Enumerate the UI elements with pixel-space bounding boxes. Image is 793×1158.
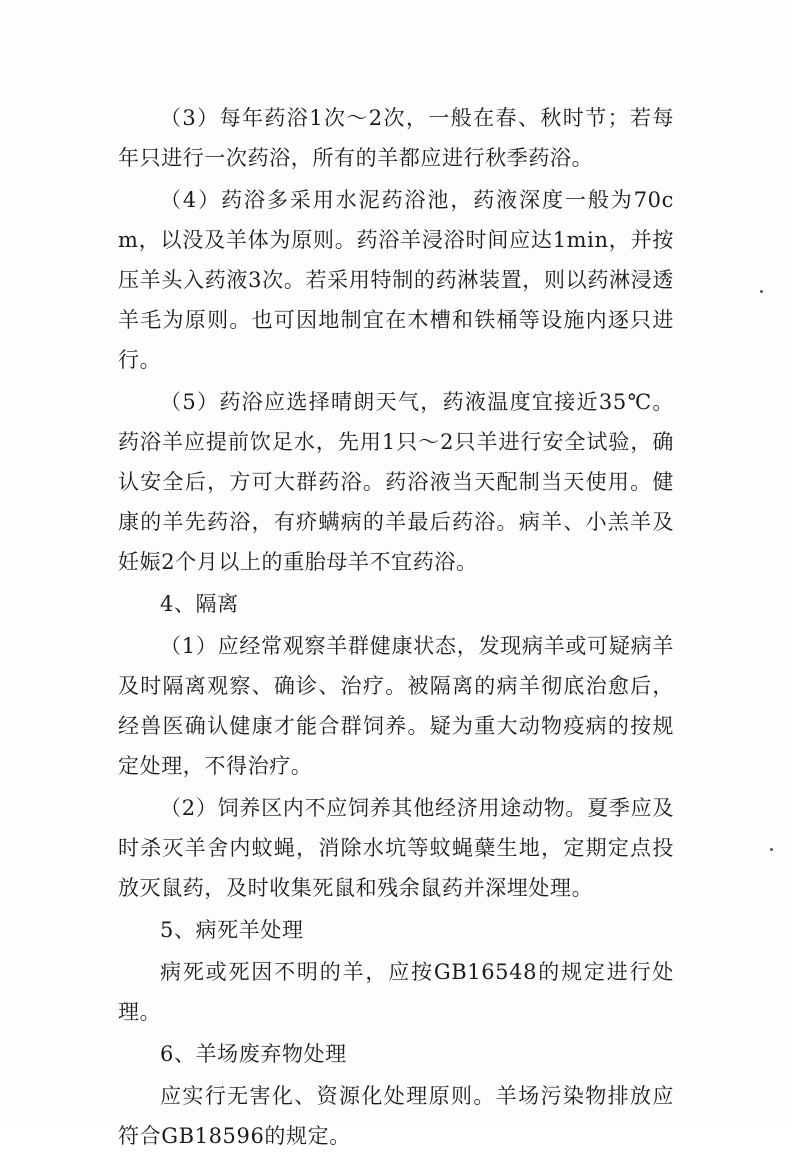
paragraph-bath-frequency: （3）每年药浴1次～2次，一般在春、秋时节；若每年只进行一次药浴，所有的羊都应进行秋季药浴。 bbox=[118, 106, 674, 170]
paragraph-dead-sheep: 病死或死因不明的羊，应按GB16548的规定进行处理。 bbox=[118, 960, 674, 1024]
section-heading-waste: 6、羊场废弃物处理 bbox=[160, 1042, 347, 1066]
paragraph-isolation-observe: （1）应经常观察羊群健康状态，发现病羊或可疑病羊及时隔离观察、确诊、治疗。被隔离的病羊彻底治愈后，经兽医确认健康才能合群饲养。疑为重大动物疫病的按规定处理，不得治疗。 bbox=[118, 634, 674, 778]
scan-speck bbox=[760, 290, 763, 293]
paragraph-bath-weather: （5）药浴应选择晴朗天气，药液温度宜接近35℃。药浴羊应提前饮足水，先用1只～2只羊进行安全试验，确认安全后，方可大群药浴。药浴液当天配制当天使用。健康的羊先药浴，有疥螨病的羊最后药浴。病羊、小羔羊及妊娠2个月以上的重胎母羊不宜药浴。 bbox=[118, 390, 674, 574]
document-body bbox=[118, 98, 674, 1158]
scan-speck bbox=[770, 848, 773, 851]
paragraph-waste: 应实行无害化、资源化处理原则。羊场污染物排放应符合GB18596的规定。 bbox=[118, 1084, 674, 1148]
section-heading-isolation: 4、隔离 bbox=[160, 592, 239, 616]
paragraph-isolation-pests: （2）饲养区内不应饲养其他经济用途动物。夏季应及时杀灭羊舍内蚊蝇，消除水坑等蚊蝇蘖生地，定期定点投放灭鼠药，及时收集死鼠和残余鼠药并深埋处理。 bbox=[118, 796, 674, 900]
section-heading-dead-sheep: 5、病死羊处理 bbox=[160, 918, 304, 942]
paragraph-bath-pool: （4）药浴多采用水泥药浴池，药液深度一般为70cm，以没及羊体为原则。药浴羊浸浴时间应达1min，并按压羊头入药液3次。若采用特制的药淋装置，则以药淋浸透羊毛为原则。也可因地制宜在木槽和铁桶等设施内逐只进行。 bbox=[118, 188, 674, 372]
